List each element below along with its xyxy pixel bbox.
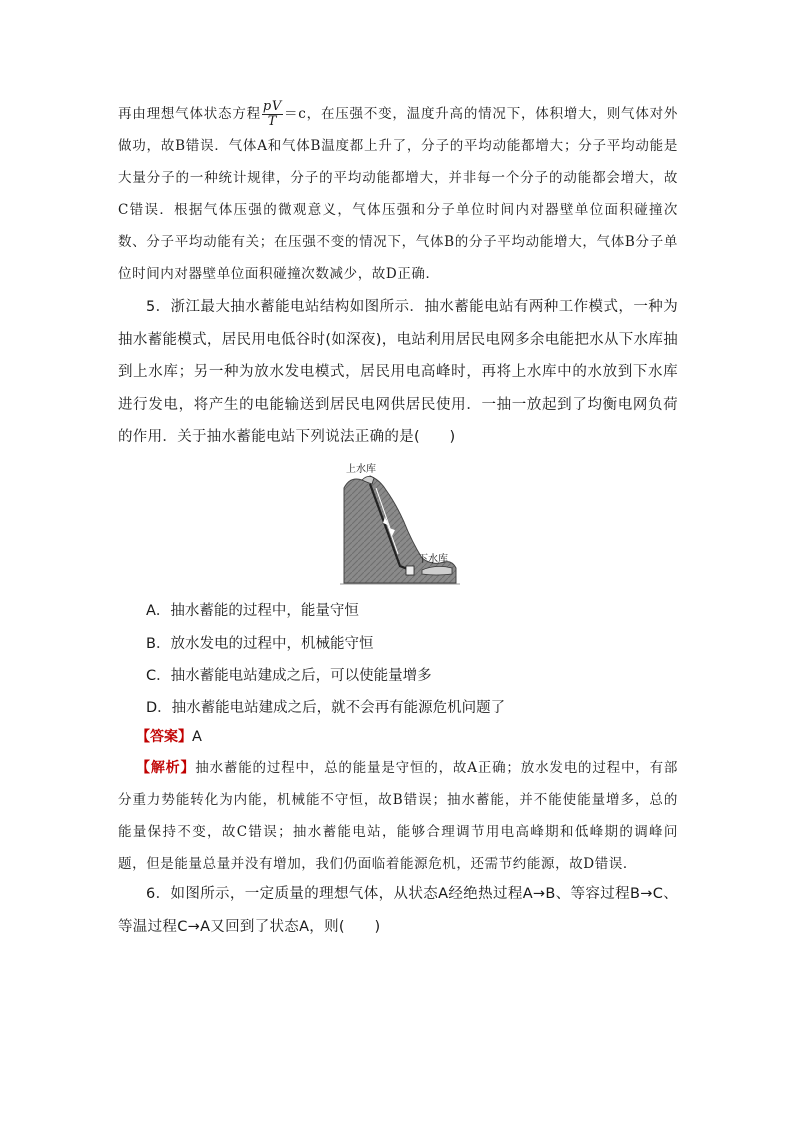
fraction-numerator: pV [262,99,282,114]
answer-line [136,727,202,747]
option-b: B．放水发电的过程中，机械能守恒 [146,636,374,652]
analysis-tag: 【解析】 [136,760,196,776]
answer-value: A [192,729,202,745]
lower-reservoir-label: 下水库 [418,554,448,565]
analysis-paragraph [118,752,678,880]
analysis-text: 抽水蓄能的过程中，总的能量是守恒的，故A正确；放水发电的过程中，有部分重力势能转化为内能，机械能不守恒，故B错误；抽水蓄能，并不能使能量增多，总的能量保持不变，故C错误；抽水蓄能电站，能够合理调节用电高峰期和低峰期的调峰问题，但是能量总量并没有增加，我们仍面临着能源危机，还需节约能源，故D错误． [118,760,678,872]
mountain-reservoir-diagram [340,458,460,588]
pumped-storage-figure [340,458,460,588]
ideal-gas-fraction [262,100,283,129]
question-6-stem: 6．如图所示，一定质量的理想气体，从状态A经绝热过程A→B、等容过程B→C、等温过程C→A又回到了状态A，则( ) [118,886,678,935]
answer-tag: 【答案】 [136,729,192,745]
option-d: D．抽水蓄能电站建成之后，就不会再有能源危机问题了 [146,700,506,716]
fraction-denominator: T [267,114,277,129]
p1-lead: 再由理想气体状态方程 [118,106,261,122]
question-5-stem: 5．浙江最大抽水蓄能电站结构如图所示．抽水蓄能电站有两种工作模式，一种为抽水蓄能模式，居民用电低谷时(如深夜)，电站利用居民电网多余电能把水从下水库抽到上水库；另一种为放水发电模式，居民用电高峰时，再将上水库中的水放到下水库进行发电，将产生的电能输送到居民电网供居民使用．一抽一放起到了均衡电网负荷的作用．关于抽水蓄能电站下列说法正确的是( ) [118,299,678,445]
option-a: A．抽水蓄能的过程中，能量守恒 [146,603,359,619]
option-c: C．抽水蓄能电站建成之后，可以使能量增多 [146,668,432,684]
p1-rest: ，在压强不变，温度升高的情况下，体积增大，则气体对外做功，故B错误．气体A和气体B温度都上升了，分子的平均动能都增大；分子平均动能是大量分子的一种统计规律，分子的平均动能都增大，并非每一个分子的动能都会增大，故C错误．根据气体压强的微观意义，气体压强和分子单位时间内对器壁单位面积碰撞次数、分子平均动能有关；在压强不变的情况下，气体B的分子平均动能增大，气体B分子单位时间内对器壁单位面积碰撞次数减少，故D正确． [118,106,678,282]
powerhouse-shape [406,566,414,575]
analysis-paragraph-continued [118,98,678,290]
upper-reservoir-label: 上水库 [346,464,376,475]
p1-equation-constant: ＝c [283,106,307,122]
